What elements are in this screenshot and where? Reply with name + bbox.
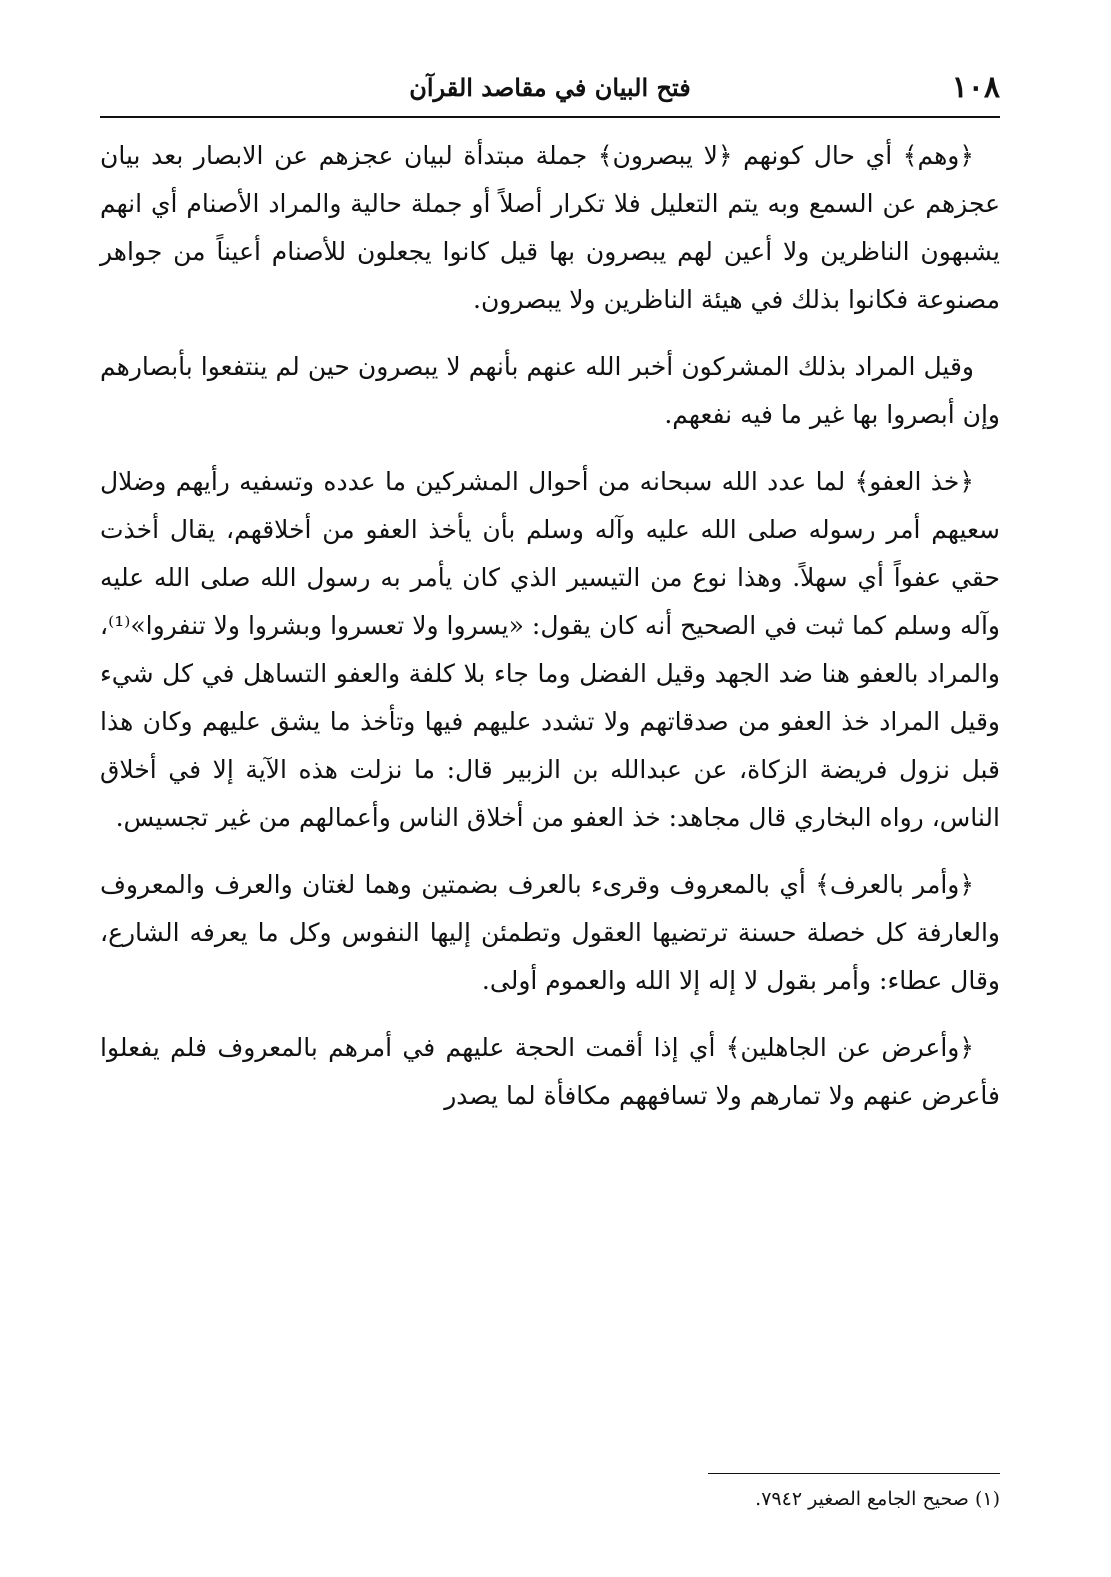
paragraph	[100, 861, 1000, 1005]
paragraph-text: ﴿خذ العفو﴾ لما عدد الله سبحانه من أحوال المشركين ما عدده وتسفيه رأيهم وضلال سعيهم أمر رسوله صلى الله عليه وآله وسلم بأن يأخذ العفو من أخلاقهم، يقال أخذت حقي عفواً أي سهلاً. وهذا نوع من التيسير الذي كان يأمر به رسول الله صلى الله عليه وآله وسلم كما ثبت في الصحيح أنه كان يقول: «يسروا ولا تعسروا وبشروا ولا تنفروا»⁽¹⁾، والمراد بالعفو هنا ضد الجهد وقيل الفضل وما جاء بلا كلفة والعفو التساهل في كل شيء وقيل المراد خذ العفو من صدقاتهم ولا تشدد عليهم فيها وتأخذ ما يشق عليهم وكان هذا قبل نزول فريضة الزكاة، عن عبدالله بن الزبير قال: ما نزلت هذه الآية إلا في أخلاق الناس، رواه البخاري قال مجاهد: خذ العفو من أخلاق الناس وأعمالهم من غير تجسيس.	[100, 467, 1000, 832]
paragraph	[100, 343, 1000, 439]
book-page	[100, 60, 1000, 1550]
page-number: ١٠٨	[951, 70, 1000, 105]
running-header	[100, 60, 1000, 118]
paragraph-text: ﴿وأعرض عن الجاهلين﴾ أي إذا أقمت الحجة عليهم في أمرهم بالمعروف فلم يفعلوا فأعرض عنهم ولا تمارهم ولا تسافههم مكافأة لما يصدر	[100, 1033, 1000, 1110]
paragraph-text: وقيل المراد بذلك المشركون أخبر الله عنهم بأنهم لا يبصرون حين لم ينتفعوا بأبصارهم وإن أبصروا بها غير ما فيه نفعهم.	[100, 352, 1000, 429]
paragraph-text: ﴿وهم﴾ أي حال كونهم ﴿لا يبصرون﴾ جملة مبتدأة لبيان عجزهم عن الابصار بعد بيان عجزهم عن السمع وبه يتم التعليل فلا تكرار أصلاً أو جملة حالية والمراد الأصنام أي انهم يشبهون الناظرين ولا أعين لهم يبصرون بها قيل كانوا يجعلون للأصنام أعيناً من جواهر مصنوعة فكانوا بذلك في هيئة الناظرين ولا يبصرون.	[100, 141, 1000, 314]
paragraph	[100, 132, 1000, 324]
body-text	[100, 132, 1000, 1120]
footnote-divider	[708, 1473, 1000, 1474]
paragraph-text: ﴿وأمر بالعرف﴾ أي بالمعروف وقرىء بالعرف بضمتين وهما لغتان والعرف والمعروف والعارفة كل خصلة حسنة ترتضيها العقول وتطمئن إليها النفوس وكل ما يعرفه الشارع، وقال عطاء: وأمر بقول لا إله إلا الله والعموم أولى.	[100, 870, 1000, 995]
footnote: (١) صحيح الجامع الصغير ٧٩٤٢.	[755, 1488, 1000, 1510]
book-title: فتح البيان في مقاصد القرآن	[409, 73, 691, 102]
paragraph	[100, 1024, 1000, 1120]
paragraph	[100, 458, 1000, 842]
